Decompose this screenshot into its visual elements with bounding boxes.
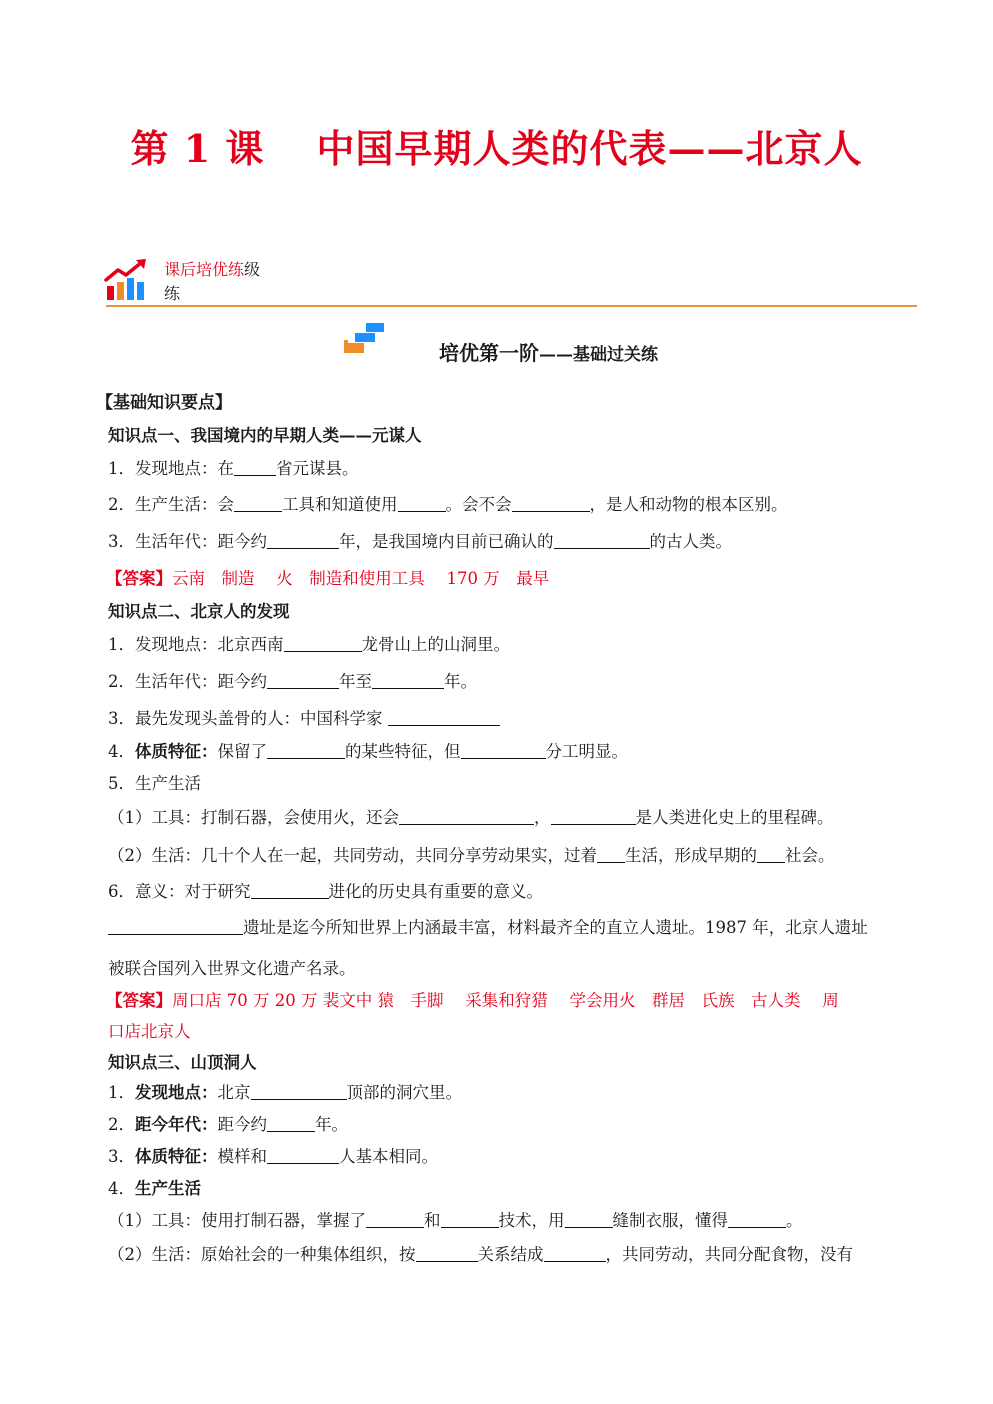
header-label: [164, 258, 260, 306]
text: 年。: [444, 672, 477, 691]
text: 技术，用: [498, 1211, 565, 1230]
kp1-title: 知识点一、我国境内的早期人类——元谋人: [108, 426, 422, 445]
text: 保留了: [217, 742, 267, 761]
kp2-line-1: [108, 631, 510, 655]
text: 发现地点：: [135, 1083, 218, 1102]
text: 距今年代：: [135, 1115, 218, 1134]
text: 生产生活: [135, 1179, 201, 1198]
text: 社会。: [785, 846, 835, 865]
blank: [461, 740, 546, 759]
text: 3．最先发现头盖骨的人：中国科学家: [108, 709, 388, 728]
blank: [267, 530, 339, 549]
text: （1）工具：打制石器，会使用火，还会: [108, 808, 399, 827]
kp2-line-8: [108, 878, 543, 902]
text: ——基础过关练: [539, 345, 658, 365]
kp2-answer: [106, 987, 839, 1011]
kp3-line-6: [108, 1241, 853, 1265]
text: 体质特征：: [135, 1147, 218, 1166]
kp2-line-6: [108, 804, 834, 828]
text: 2．生活年代：距今约: [108, 672, 267, 691]
text: 进化的历史具有重要的意义。: [328, 882, 543, 901]
text: 是人类进化史上的里程碑。: [635, 808, 834, 827]
kp3-line-3: [108, 1143, 438, 1167]
kp2-line-10: 被联合国列入世界文化遗产名录。: [108, 959, 356, 978]
text: 遗址是迄今所知世界上内涵最丰富，材料最齐全的直立人遗址。1987 年，北京人遗址: [243, 918, 868, 937]
chart-growth-icon: [104, 258, 152, 302]
text: 练: [164, 284, 181, 303]
text: 4．: [108, 1179, 135, 1198]
text: 分工明显。: [545, 742, 628, 761]
blank: [366, 1209, 424, 1228]
text: 级: [244, 260, 261, 279]
text: （1）工具：使用打制石器，掌握了: [108, 1211, 366, 1230]
blank: [372, 670, 444, 689]
kp2-answer-cont: 口店北京人: [108, 1022, 191, 1041]
blank: [565, 1209, 613, 1228]
kp1-answer: [106, 565, 549, 589]
page-title: [0, 118, 993, 173]
text: 模样和: [217, 1147, 267, 1166]
text: 体质特征：: [135, 742, 218, 761]
text: 4．: [108, 742, 135, 761]
blank: [108, 916, 243, 935]
text: （2）生活：原始社会的一种集体组织，按: [108, 1245, 416, 1264]
blank: [234, 457, 276, 476]
blank: [267, 1145, 339, 1164]
text: 年至: [339, 672, 372, 691]
lesson-name: 中国早期人类的代表——北京人: [316, 126, 863, 171]
text: 云南 制造 火 制造和使用工具 170 万 最早: [172, 569, 550, 588]
text: 工具和知道使用: [282, 495, 398, 514]
blank: [284, 633, 362, 652]
blank: [267, 1113, 315, 1132]
text: 【答案】: [106, 569, 172, 588]
kp3-line-4: [108, 1175, 201, 1199]
text: 1．发现地点：在: [108, 459, 234, 478]
text: 距今约: [217, 1115, 267, 1134]
blank: [441, 1209, 499, 1228]
text: 课后培优练: [164, 260, 245, 279]
text: 培优第一阶: [439, 341, 539, 365]
kp2-line-2: [108, 668, 477, 692]
text: 年，是我国境内目前已确认的: [339, 532, 554, 551]
kp1-line-1: [108, 455, 359, 479]
text: 省元谋县。: [276, 459, 359, 478]
text: 关系结成: [477, 1245, 544, 1264]
text: 龙骨山上的山洞里。: [361, 635, 510, 654]
knowledge-heading: 【基础知识要点】: [96, 393, 232, 413]
text: 人基本相同。: [339, 1147, 438, 1166]
blank: [597, 844, 625, 863]
text: 3．: [108, 1147, 135, 1166]
lesson-number: 第 1 课: [130, 126, 265, 171]
text: 3．生活年代：距今约: [108, 532, 267, 551]
blank: [267, 670, 339, 689]
blank: [544, 1243, 606, 1262]
kp2-line-3: [108, 705, 500, 729]
kp3-line-5: [108, 1207, 803, 1231]
kp3-title: 知识点三、山顶洞人: [108, 1053, 257, 1072]
blank: [416, 1243, 478, 1262]
kp3-line-1: [108, 1079, 462, 1103]
text: 年。: [315, 1115, 348, 1134]
blank: [399, 806, 534, 825]
blank: [728, 1209, 786, 1228]
blank: [554, 530, 650, 549]
text: 【答案】: [106, 991, 172, 1010]
text: 的古人类。: [649, 532, 732, 551]
blank: [757, 844, 785, 863]
kp2-line-4: [108, 738, 628, 762]
text: 1．: [108, 1083, 135, 1102]
kp2-line-7: [108, 842, 835, 866]
kp1-line-3: [108, 528, 732, 552]
text: ，: [534, 808, 551, 827]
text: 缝制衣服，懂得: [612, 1211, 728, 1230]
blank: [398, 493, 446, 512]
text: ，是人和动物的根本区别。: [589, 495, 788, 514]
blank: [234, 493, 282, 512]
text: 2．: [108, 1115, 135, 1134]
text: 和: [424, 1211, 441, 1230]
blank: [251, 1081, 347, 1100]
kp2-line-9: [108, 914, 868, 938]
header-divider: [106, 305, 917, 307]
kp1-line-2: [108, 491, 788, 515]
text: 周口店 70 万 20 万 裴文中 猿 手脚 采集和狩猎 学会用火 群居 氏族 古人类 周: [172, 991, 839, 1010]
blank: [388, 707, 500, 726]
text: 的某些特征，但: [345, 742, 461, 761]
blank: [251, 880, 329, 899]
text: 北京: [217, 1083, 251, 1102]
kp3-line-2: [108, 1111, 348, 1135]
section-title: [0, 337, 993, 366]
text: 2．生产生活：会: [108, 495, 234, 514]
blank: [551, 806, 636, 825]
text: ，共同劳动，共同分配食物，没有: [605, 1245, 853, 1264]
blank: [512, 493, 590, 512]
kp2-title: 知识点二、北京人的发现: [108, 602, 290, 621]
text: 生活，形成早期的: [625, 846, 757, 865]
text: 。会不会: [445, 495, 512, 514]
kp2-line-5: 5．生产生活: [108, 774, 201, 793]
blank: [267, 740, 345, 759]
text: [164, 258, 260, 282]
text: （2）生活：几十个人在一起，共同劳动，共同分享劳动果实，过着: [108, 846, 597, 865]
text: 1．发现地点：北京西南: [108, 635, 284, 654]
text: 。: [786, 1211, 803, 1230]
text: 6．意义：对于研究: [108, 882, 251, 901]
text: 顶部的洞穴里。: [346, 1083, 462, 1102]
